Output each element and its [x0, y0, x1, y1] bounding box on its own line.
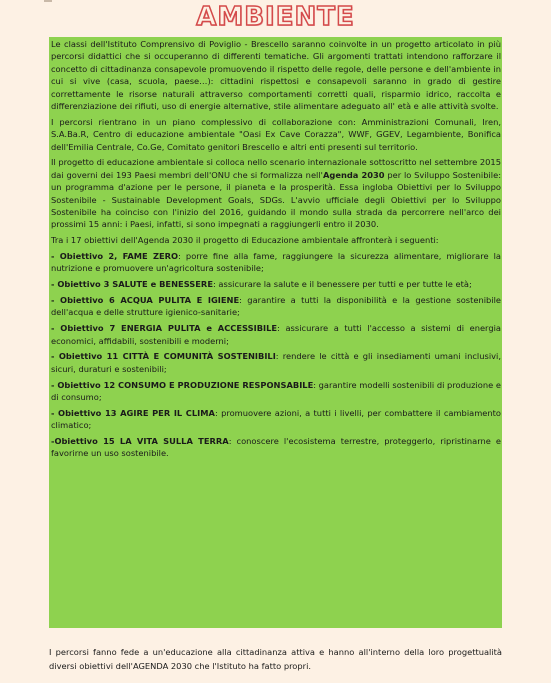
agenda-2030-bold: Agenda 2030 [322, 169, 385, 180]
objective-text: : conoscere l'ecosistema terrestre, proteggerlo, ripristinarne e favorirne un uso sostenibile. [51, 436, 502, 459]
objective-text: : promuovere azioni, a tutti i livelli, per combattere il cambiamento climatico; [51, 407, 501, 431]
objective-text: : assicurare la salute e il benessere per tutti e per tutte le età; [213, 279, 472, 290]
objective-text: : porre fine alla fame, raggiungere la sicurezza alimentare, migliorare la nutrizione e promuovere un'agricoltura sostenibile; [51, 251, 501, 274]
objective-item [51, 322, 501, 347]
objective-text: : assicurare a tutti l'accesso a sistemi di energia economici, affidabili, sostenibili e moderni; [51, 323, 501, 346]
objective-label: - Obiettivo 7 ENERGIA PULITA e ACCESSIBILE [51, 323, 278, 334]
objective-item [51, 294, 501, 319]
objective-label: - Obiettivo 13 AGIRE PER IL CLIMA [51, 407, 215, 418]
objective-text: : rendere le città e gli insediamenti umani inclusivi, sicuri, duraturi e sostenibili; [51, 351, 501, 374]
agenda-text-after: per lo Sviluppo Sostenibile: un programma d'azione per le persone, il pianeta e la prosperità. Essa ingloba Obiettivi per lo Sviluppo Sostenibile - Sustainable Development Goals, SDGs. L'avvio ufficiale degli Obiettivi per lo Sviluppo Sostenibile ha coinciso con l'inizio del 2016, guidando il mondo sulla strada da percorrere nell'arco dei prossimi 15 anni: i Paesi, infatti, si sono impegnati a raggiungerli entro il 2030. [51, 169, 501, 230]
objective-item [51, 350, 501, 375]
page-title: AMBIENTE [196, 2, 355, 32]
objective-item [51, 407, 501, 432]
project-description-box [49, 37, 502, 628]
intro-paragraph-2: I percorsi rientrano in un piano complessivo di collaborazione con: Amministrazioni Comunali, Iren, S.A.Ba.R, Centro di educazione ambientale "Oasi Ex Cave Corazza", WWF, GGEV, Legambiente, Bonifica dell'Emilia Centrale, Co.Ge, Comitato genitori Brescello e altri enti presenti sul territorio. [51, 116, 501, 152]
objective-item [51, 379, 501, 404]
objective-item [51, 278, 501, 290]
objective-label: - Obiettivo 3 SALUTE e BENESSERE [51, 279, 213, 290]
objective-text: : garantire modelli sostenibili di produzione e di consumo; [51, 379, 501, 403]
objective-item [51, 435, 501, 460]
intro-paragraph-4: Tra i 17 obiettivi dell'Agenda 2030 il progetto di Educazione ambientale affronterà i seguenti: [51, 235, 439, 246]
closing-paragraph: I percorsi fanno fede a un'educazione alla cittadinanza attiva e hanno all'interno della loro progettualità diversi obiettivi dell'AGENDA 2030 che l'Istituto ha fatto propri. [49, 647, 502, 671]
objective-label: - Obiettivo 12 CONSUMO E PRODUZIONE RESPONSABILE [51, 379, 314, 390]
objective-text: : garantire a tutti la disponibilità e la gestione sostenibile dell'acqua e delle strutture igienico-sanitarie; [51, 295, 501, 318]
agenda-text-before: Il progetto di educazione ambientale si colloca nello scenario internazionale sottoscritto nel settembre 2015 dai governi dei 193 Paesi membri dell'ONU che si formalizza nell' [51, 157, 501, 180]
intro-paragraph-1: Le classi dell'Istituto Comprensivo di Poviglio - Brescello saranno coinvolte in un progetto articolato in più percorsi didattici che si occuperanno di differenti tematiche. Gli argomenti trattati intendono rafforzare il concetto di cittadinanza consapevole promuovendo il rispetto delle regole, delle persone e dell'ambiente in cui si vive (casa, scuola, paese…): cittadini rispettosi e consapevoli saranno in grado di gestire correttamente le risorse naturali attraverso comportamenti corretti quali, risparmio idrico, raccolta e differenziazione dei rifiuti, uso di energie alternative, stile alimentare adeguato all' età e alle attività svolte. [51, 39, 501, 112]
objective-label: -Obiettivo 15 LA VITA SULLA TERRA [51, 436, 229, 447]
objective-item [51, 250, 501, 275]
objective-label: - Obiettivo 6 ACQUA PULITA E IGIENE [51, 295, 240, 306]
objective-label: - Obiettivo 2, FAME ZERO [51, 251, 179, 262]
intro-paragraph-3 [51, 156, 501, 230]
objective-label: - Obiettivo 11 CITTÀ E COMUNITÀ SOSTENIBILI [51, 351, 276, 362]
